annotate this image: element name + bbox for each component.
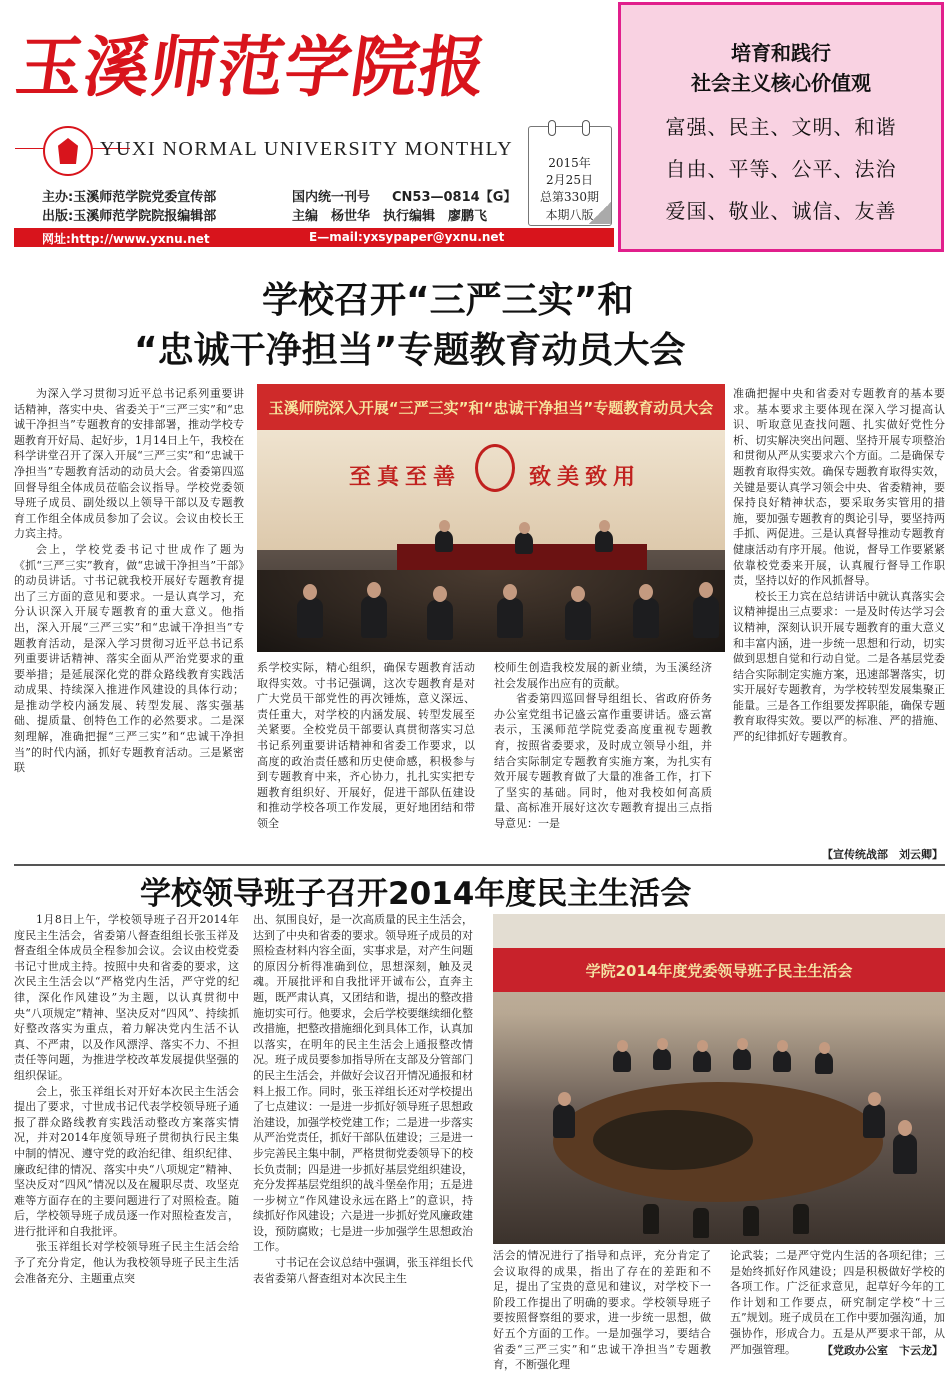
masthead-title: 玉溪师范学院报 <box>11 28 492 106</box>
article2-paragraph: 1月8日上午，学校领导班子召开2014年度民主生活会，省委第八督查组组长张玉祥及督查组全体成员全程参加会议。会议由校党委书记寸世成主持。按照中央和省委的要求，这次民主生活会以“严格党内生活，严守党的纪律，深化作风建设”为主题，以认真贯彻中央“八项规定”精神、坚决反对“四风”、持续抓好整改落实为重点，着力解决党内生活不认真、不严肃，以及作风漂浮、落实不力、不担责任等问题，为推进学校改革发展提供坚强的组织保证。 <box>14 913 239 1082</box>
serial-label: 国内统一刊号 <box>292 190 371 205</box>
publisher-line: 出版:玉溪师范学院院报编辑部 <box>42 209 217 224</box>
masthead-english-name: YUXI NORMAL UNIVERSITY MONTHLY <box>100 138 514 160</box>
contact-bar <box>14 228 614 247</box>
photo1-emblem-icon <box>475 444 515 492</box>
article1-paragraph: 校长王力宾在总结讲话中就认真落实会议精神提出三点要求：一是及时传达学习会议精神，深刻认识开展专题教育的重大意义和丰富内涵，进一步统一思想和行动，切实做到思想自觉和行动自觉。二是各基层党委结合实际制定实施方案，迅速部署落实，切实开展好专题教育，为学校转型发展集聚正能量。三是各工作组要发挥职能，确保专题教育取得实效。要以严的标准、严的措施、严的纪律抓好专题教育。 <box>733 589 945 744</box>
article2-paragraph: 会上，张玉祥组长对开好本次民主生活会提出了要求，寸世成书记代表学校领导班子通报了群众路线教育实践活动整改方案落实情况，并对2014年度领导班子贯彻执行民主集中制的情况、遵守党的政治纪律、组织纪律、廉政纪律的情况、落实中央“八项规定”精神、坚决反对“四风”情况以及在履职尽责、攻坚克难等方面存在的主要问题进行了对照检查。随后，学校领导班子成员逐一作对照检查发言，进行批评和自我批评。 <box>14 1084 239 1238</box>
article1-paragraph: 准确把握中央和省委对专题教育的基本要求。基本要求主要体现在深入学习提高认识、听取意见查找问题、扎实做好党性分析、切实解决突出问题、坚持开展专项整治和贯彻从严从实要求六个方面。二是确保专题教育取得实效。确保专题教育取得实效，关键是要认真学习领会中央、省委精神，要保持良好精神状态，要采取务实管用的措施，要加强专题教育的舆论引导，要坚持两手抓、两促进。三是认真督导推动专题教育健康活动有序开展。他说，督导工作要紧紧依靠校党委来开展，认真履行督导工作职责，坚持以好的作风抓督导。 <box>733 387 945 588</box>
article2-column-2 <box>253 912 473 1358</box>
article2-byline: 【党政办公室 卞云龙】 <box>822 1344 943 1357</box>
article2-paragraph: 张玉祥组长对学校领导班子民主生活会给予了充分肯定，他认为我校领导班子民主生活会准备充分、主题重点突 <box>14 1240 239 1285</box>
article2-paragraph: 寸书记在会议总结中强调，张玉祥组长代表省委第八督查组对本次民主生 <box>253 1256 473 1285</box>
website-link[interactable]: 网址:http://www.yxnu.net <box>42 232 210 246</box>
article1-headline-line2: “忠诚干净担当”专题教育动员大会 <box>134 330 686 371</box>
sponsor-line: 主办:玉溪师范学院党委宣传部 <box>42 190 217 205</box>
article2-paragraph: 活会的情况进行了指导和点评，充分肯定了会议取得的成果，指出了存在的差距和不足，提出了宝贵的意见和建议，对学校下一阶段工作提出了明确的要求。学校领导班子要按照督察组的要求，进一步统一思想，做好五个方面的工作。一是加强学习，要结合省委“三严三实”和“忠诚干净担当”专题教育，不断强化理 <box>493 1249 711 1372</box>
article1-paragraph: 系学校实际，精心组织，确保专题教育活动取得实效。寸书记强调，这次专题教育是对广大党员干部党性的再次锤炼，意义深远、责任重大，对学校的内涵发展、转型发展至关紧要。全校党员干部要认真贯彻落实习总书记系列重要讲话精神和省委工作要求，以高度的政治责任感和历史使命感，积极参与到专题教育中来，齐心协力，扎扎实实把专题教育组织好、开展好，促进干部队伍建设和推动学校各项工作发展，更好地团结和带领全 <box>257 661 475 830</box>
issue-year: 2015年 <box>548 156 591 170</box>
core-values-line-3: 爱国、敬业、诚信、友善 <box>665 199 897 223</box>
photo2-banner: 学院2014年度党委领导班子民主生活会 <box>493 948 945 992</box>
editor-line: 主编 杨世华 执行编辑 廖鹏飞 <box>292 209 488 224</box>
article1-paragraph: 省委第四巡回督导组组长、省政府侨务办公室党组书记盛云富作重要讲话。盛云富表示，玉溪师范学院党委高度重视专题教育，按照省委要求，及时成立领导小组，并结合实际制定专题教育实施方案，为扎实有效开展专题教育做了大量的准备工作，打下了坚实的基础。同时，他对我校如何高质量、高标准开展好这次专题教育提出三点指导意见：一是 <box>494 692 712 830</box>
article2-paragraph: 出、氛围良好，是一次高质量的民主生活会，达到了中央和省委的要求。领导班子成员的对照检查材料内容全面，实事求是，对产生问题的原因分析得准确到位，思想深刻，触及灵魂。开展批评和自我批评开诚布公，直奔主题，既严肃认真，又团结和谐，提出的整改措施切实可行。他要求，会后学校要继续细化整改措施，把整改措施细化到具体工作，认真加以落实，在明年的民主生活会上通报整改情况。班子成员要参加指导所在支部及分管部门的民主生活会，并做好会议召开情况通报和材料上报工作。同时，张玉祥组长还对学校提出了七点建议：一是进一步抓好领导班子思想政治建设，加强学校党建工作；二是进一步落实从严治党责任，抓好干部队伍建设；三是进一步完善民主集中制，严格贯彻党委领导下的校长负责制；四是进一步抓好基层党组织建设，充分发挥基层党组织的战斗堡垒作用；五是进一步树立“作风建设永远在路上”的意识，持续抓好作风建设；六是进一步抓好党风廉政建设，预防腐败；七是进一步加强学生思想政治工作。 <box>253 913 473 1254</box>
issue-pages: 本期八版 <box>545 208 594 222</box>
article1-byline: 【宣传统战部 刘云卿】 <box>822 848 943 861</box>
article1-paragraph: 校师生创造我校发展的新业绩，为玉溪经济社会发展作出应有的贡献。 <box>494 661 712 690</box>
section-divider <box>14 864 945 866</box>
core-values-box <box>618 2 944 252</box>
core-values-title-2: 社会主义核心价值观 <box>691 71 871 95</box>
article1-paragraph: 会上，学校党委书记寸世成作了题为《抓“三严三实”教育，做“忠诚干净担当”干部》的动员讲话。寸书记就我校开展好专题教育提出了三方面的意见和要求。一是认真学习，充分认识深入开展专题教育的重大意义。他指出，深入开展“三严三实”和“忠诚干净担当”专题教育活动，是深入学习贯彻习近平总书记系列重要讲话精神、落实全面从严治党要求的重要举措；是延展深化党的群众路线教育实践活动成果、持续深入推进作风建设的具体行动；是推动学校内涵发展、转型发展、落实强基础、提质量、创特色工作的必然要求。二是深刻理解，准确把握“三严三实”和“忠诚干净担当”的时代内涵，抓好专题教育活动。三是紧密联 <box>14 542 244 775</box>
issue-date: 2月25日 <box>546 173 593 187</box>
photo1-banner: 玉溪师院深入开展“三严三实”和“忠诚干净担当”专题教育动员大会 <box>257 384 725 430</box>
article2-headline: 学校领导班子召开2014年度民主生活会 <box>140 876 692 912</box>
article2-paragraph: 论武装；二是严守党内生活的各项纪律；三是始终抓好作风建设；四是积极做好学校的各项工作。广泛征求意见，起草好今年的工作计划和工作要点，研究制定学校“十三五”规划。班子成员在工作中要加强沟通，加强协作，形成合力。五是从严要求干部，从严加强管理。 <box>730 1249 945 1356</box>
article1-column-3 <box>494 660 712 858</box>
article1-column-4 <box>733 386 945 824</box>
core-values-line-2: 自由、平等、公平、法治 <box>665 157 897 181</box>
article1-paragraph: 为深入学习贯彻习近平总书记系列重要讲话精神，落实中央、省委关于“三严三实”和“忠诚干净担当”专题教育的安排部署，推动学校专题教育开好局、起好步，1月14日上午，我校在科学讲堂召开了深入开展“三严三实”和“忠诚干净担当”专题教育活动的动员大会。省委第四巡回督导组全体成员莅临会议指导。学校党委领导班子成员、副处级以上领导干部以及专题教育工作组全体成员参加了会议。会议由校长王力宾主持。 <box>14 387 244 541</box>
core-values-line-1: 富强、民主、文明、和谐 <box>665 115 897 139</box>
article1-column-1 <box>14 386 244 856</box>
issue-total: 总第330期 <box>540 190 599 204</box>
core-values-title-1: 培育和践行 <box>731 41 831 65</box>
article1-headline-line1: 学校召开“三严三实”和 <box>262 280 634 321</box>
article1-photo <box>257 384 725 652</box>
university-emblem-icon <box>43 126 93 176</box>
photo1-slogan-left: 至真至善 <box>349 464 462 490</box>
article2-column-3 <box>493 1248 711 1372</box>
serial-number: CN53—0814【G】 <box>392 190 517 205</box>
issue-calendar <box>522 126 617 230</box>
article2-photo <box>493 914 945 1244</box>
email-link[interactable]: E—mail:yxsypaper@yxnu.net <box>309 230 505 244</box>
article1-column-2 <box>257 660 475 858</box>
article2-column-1 <box>14 912 239 1358</box>
photo1-slogan-right: 致美致用 <box>529 464 642 490</box>
